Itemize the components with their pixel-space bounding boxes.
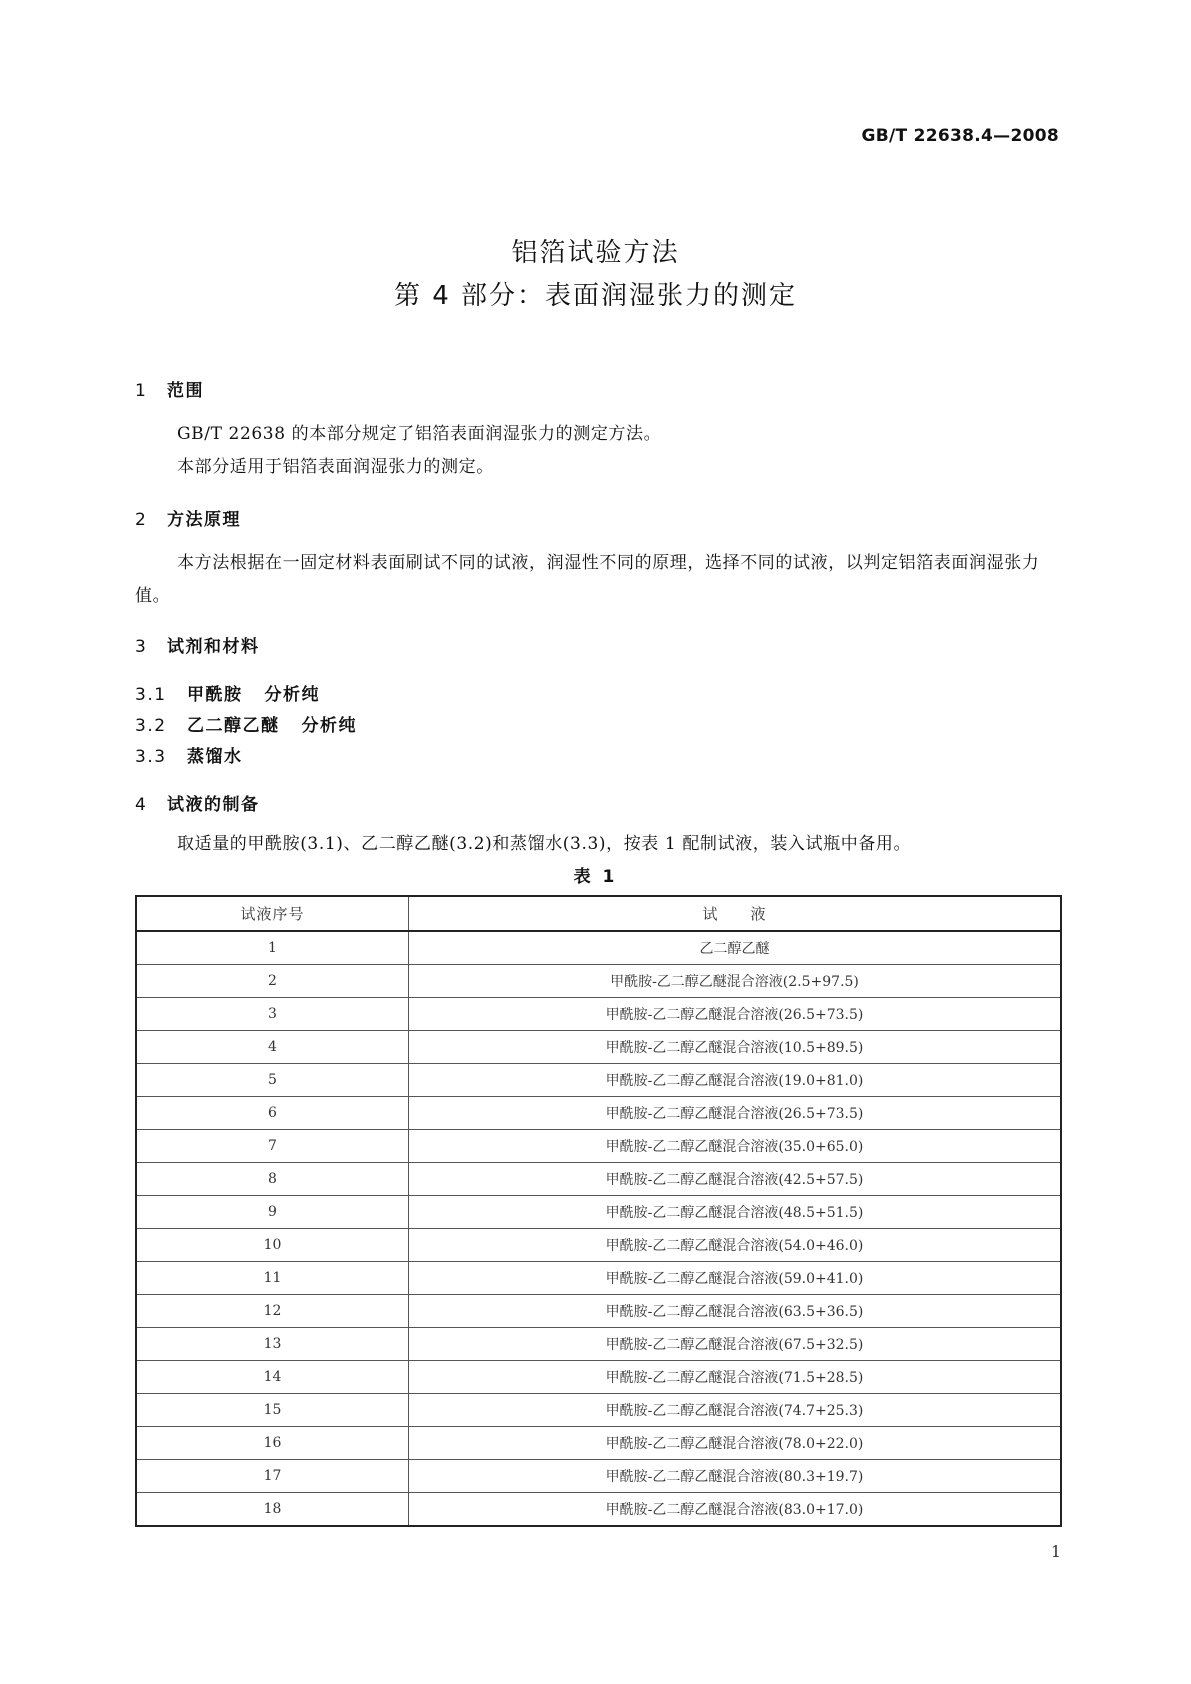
table-row [136,1130,1061,1163]
table-row [136,998,1061,1031]
table-cell-solution: 甲酰胺-乙二醇乙醚混合溶液(48.5+51.5) [409,1196,1062,1229]
table-cell-number: 17 [136,1460,409,1493]
table-cell-solution: 甲酰胺-乙二醇乙醚混合溶液(78.0+22.0) [409,1427,1062,1460]
section-1-heading [135,376,204,401]
document-title: 铝箔试验方法 [511,238,680,268]
table-row [136,1163,1061,1196]
table-row [136,1493,1061,1527]
section-number: 2 [135,510,148,530]
table-row [136,931,1061,965]
table-cell-number: 9 [136,1196,409,1229]
subsection-name: 蒸馏水 [187,747,243,767]
table-cell-solution: 甲酰胺-乙二醇乙醚混合溶液(67.5+32.5) [409,1328,1062,1361]
section-1-paragraph-1: GB/T 22638 的本部分规定了铝箔表面润湿张力的测定方法。 [177,424,662,444]
table-cell-number: 14 [136,1361,409,1394]
table-row [136,1031,1061,1064]
table-cell-solution: 甲酰胺-乙二醇乙醚混合溶液(26.5+73.5) [409,998,1062,1031]
table-cell-solution: 甲酰胺-乙二醇乙醚混合溶液(42.5+57.5) [409,1163,1062,1196]
table-cell-solution: 甲酰胺-乙二醇乙醚混合溶液(83.0+17.0) [409,1493,1062,1527]
table-row [136,1394,1061,1427]
table-cell-number: 7 [136,1130,409,1163]
table-cell-solution: 甲酰胺-乙二醇乙醚混合溶液(80.3+19.7) [409,1460,1062,1493]
table-row [136,1361,1061,1394]
table-cell-solution: 甲酰胺-乙二醇乙醚混合溶液(59.0+41.0) [409,1262,1062,1295]
table-row [136,1196,1061,1229]
page-number: 1 [1050,1542,1061,1561]
subsection-grade: 分析纯 [264,685,320,705]
table-cell-number: 15 [136,1394,409,1427]
test-solution-table [135,895,1062,1527]
subsection-number: 3.1 [135,685,167,705]
table-cell-solution: 甲酰胺-乙二醇乙醚混合溶液(74.7+25.3) [409,1394,1062,1427]
section-2-heading [135,505,241,530]
table-cell-solution: 甲酰胺-乙二醇乙醚混合溶液(19.0+81.0) [409,1064,1062,1097]
table-cell-solution: 甲酰胺-乙二醇乙醚混合溶液(54.0+46.0) [409,1229,1062,1262]
table-row [136,1460,1061,1493]
section-number: 3 [135,637,148,657]
subsection-3-3 [135,742,243,767]
section-title: 试液的制备 [167,795,260,815]
table-cell-number: 16 [136,1427,409,1460]
subsection-3-1 [135,680,320,705]
subsection-number: 3.2 [135,716,167,736]
table-row [136,1064,1061,1097]
table-cell-solution: 甲酰胺-乙二醇乙醚混合溶液(71.5+28.5) [409,1361,1062,1394]
table-row [136,965,1061,998]
section-2-paragraph: 本方法根据在一固定材料表面刷试不同的试液，润湿性不同的原理，选择不同的试液，以判定铝箔表面润湿张力值。 [135,553,1040,606]
table-row [136,1295,1061,1328]
table-cell-number: 2 [136,965,409,998]
standard-code: GB/T 22638.4—2008 [861,126,1059,146]
table-cell-number: 8 [136,1163,409,1196]
table-cell-number: 3 [136,998,409,1031]
section-1-paragraph-2: 本部分适用于铝箔表面润湿张力的测定。 [177,457,494,477]
table-cell-solution: 甲酰胺-乙二醇乙醚混合溶液(26.5+73.5) [409,1097,1062,1130]
table-cell-number: 11 [136,1262,409,1295]
table-cell-solution: 甲酰胺-乙二醇乙醚混合溶液(35.0+65.0) [409,1130,1062,1163]
table-row [136,1262,1061,1295]
subsection-number: 3.3 [135,747,167,767]
subsection-grade: 分析纯 [301,716,357,736]
table-cell-solution: 甲酰胺-乙二醇乙醚混合溶液(2.5+97.5) [409,965,1062,998]
table-cell-number: 12 [136,1295,409,1328]
subsection-name: 乙二醇乙醚 [187,716,280,736]
section-title: 范围 [167,381,204,401]
table-cell-solution: 乙二醇乙醚 [409,931,1062,965]
section-title: 方法原理 [167,510,241,530]
table-header-row [136,896,1061,931]
section-3-heading [135,632,260,657]
table-cell-number: 13 [136,1328,409,1361]
section-number: 1 [135,381,148,401]
subsection-3-2 [135,711,357,736]
table-row [136,1427,1061,1460]
table-cell-number: 4 [136,1031,409,1064]
table-cell-number: 10 [136,1229,409,1262]
table-cell-number: 1 [136,931,409,965]
table-row [136,1097,1061,1130]
document-subtitle: 第 4 部分：表面润湿张力的测定 [393,281,798,311]
section-4-heading [135,790,260,815]
table-cell-solution: 甲酰胺-乙二醇乙醚混合溶液(63.5+36.5) [409,1295,1062,1328]
table-header-solution: 试 液 [409,896,1062,931]
table-cell-number: 5 [136,1064,409,1097]
table-row [136,1328,1061,1361]
table-caption: 表 1 [573,867,618,887]
section-4-paragraph: 取适量的甲酰胺(3.1)、乙二醇乙醚(3.2)和蒸馏水(3.3)，按表 1 配制试液，装入试瓶中备用。 [177,834,912,854]
table-cell-number: 18 [136,1493,409,1527]
table-cell-number: 6 [136,1097,409,1130]
section-title: 试剂和材料 [167,637,260,657]
table-cell-solution: 甲酰胺-乙二醇乙醚混合溶液(10.5+89.5) [409,1031,1062,1064]
table-header-number: 试液序号 [136,896,409,931]
section-number: 4 [135,795,148,815]
subsection-name: 甲酰胺 [187,685,243,705]
table-row [136,1229,1061,1262]
